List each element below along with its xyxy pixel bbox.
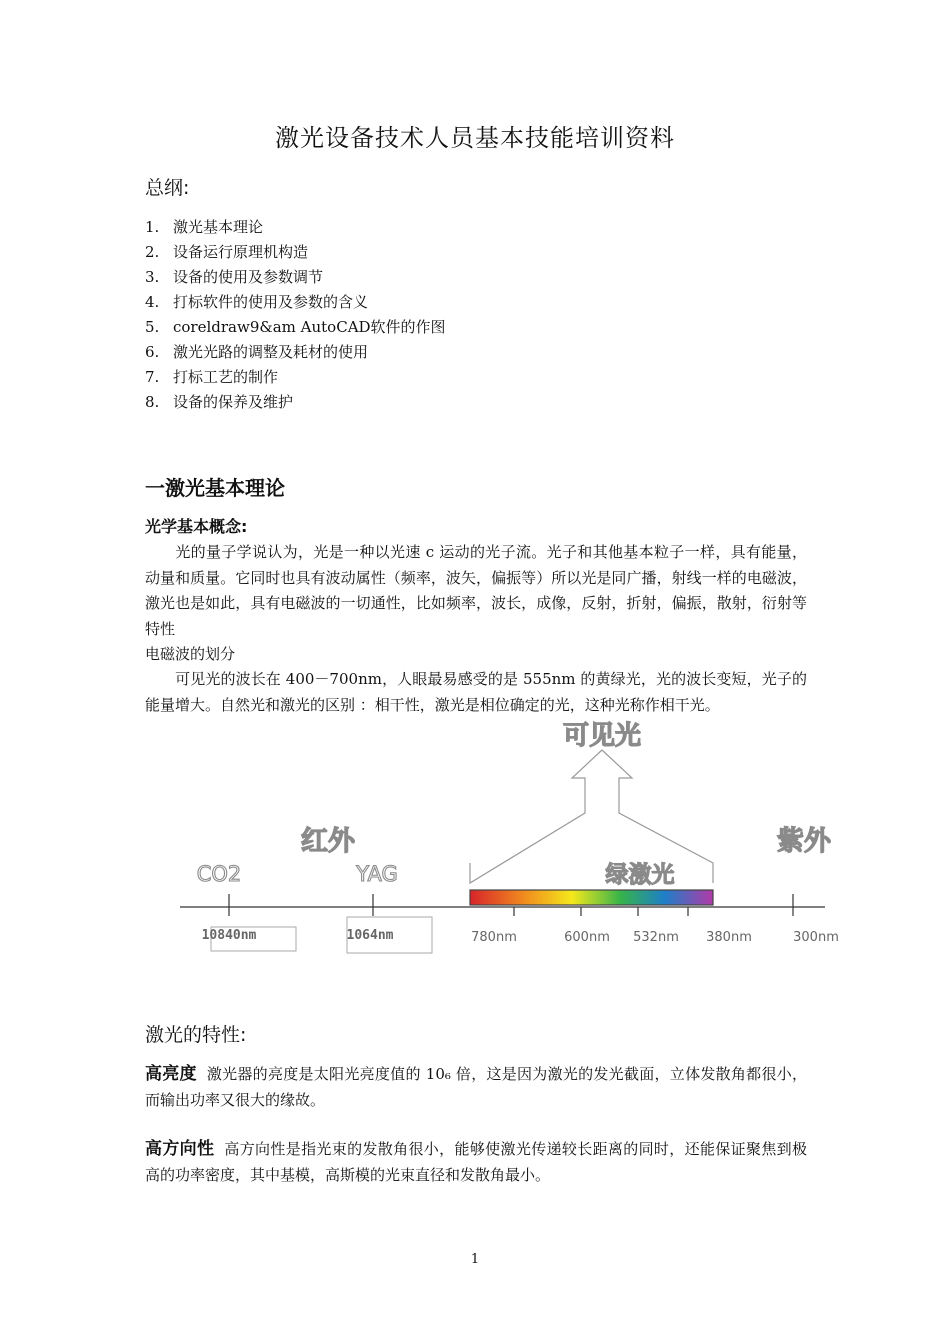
subsection-heading: 光学基本概念: (145, 517, 248, 536)
tick-label-532: 532nm (633, 930, 679, 945)
green-laser-label: 绿激光 (605, 862, 675, 888)
yag-label: YAG (356, 862, 398, 886)
spectrum-diagram (170, 718, 850, 968)
section-heading: 一激光基本理论 (145, 476, 285, 500)
feature-high-directivity (145, 1137, 807, 1188)
visible-light-label: 可见光 (562, 721, 642, 751)
list-item: 5. coreldraw9&am AutoCAD软件的作图 (145, 318, 446, 336)
list-item: 3. 设备的使用及参数调节 (145, 268, 324, 286)
list-item: 8. 设备的保养及维护 (145, 393, 294, 411)
paragraph-em-division: 电磁波的划分 (145, 645, 236, 663)
paragraph-quantum: 光的量子学说认为，光是一种以光速 c 运动的光子流。光子和其他基本粒子一样，具有能量，动量和质量。它同时也具有波动属性（频率，波矢，偏振等）所以光是同广播，射线一样的电磁波，激光也是如此，具有电磁波的一切通性，比如频率，波长，成像，反射，折射，偏振，散射，衍射等特性 (145, 543, 807, 638)
outline-heading: 总纲: (145, 177, 190, 199)
feature-label: 高亮度 (145, 1064, 197, 1084)
list-item: 7. 打标工艺的制作 (145, 368, 279, 386)
feature-label: 高方向性 (145, 1139, 215, 1159)
list-item: 1. 激光基本理论 (145, 218, 264, 236)
feature-text: 高方向性是指光束的发散角很小，能够使激光传递较长距离的同时，还能保证聚焦到极高的功率密度，其中基模，高斯模的光束直径和发散角最小。 (145, 1140, 807, 1184)
properties-heading: 激光的特性: (145, 1024, 247, 1046)
list-item: 6. 激光光路的调整及耗材的使用 (145, 343, 369, 361)
visible-arrow-outline (470, 750, 713, 883)
tick-label-780: 780nm (471, 930, 517, 945)
feature-high-brightness (145, 1062, 807, 1113)
tick-label-10840: 10840nm (201, 928, 257, 943)
tick-label-600: 600nm (564, 930, 610, 945)
tick-label-1064: 1064nm (346, 928, 394, 943)
list-item: 2. 设备运行原理机构造 (145, 243, 309, 261)
co2-label: CO2 (196, 862, 242, 886)
outline-list (145, 217, 446, 417)
document-title: 激光设备技术人员基本技能培训资料 (275, 124, 675, 152)
infrared-label: 红外 (301, 826, 355, 857)
paragraph-visible-light: 可见光的波长在 400－700nm，人眼最易感受的是 555nm 的黄绿光，光的波长变短，光子的能量增大。自然光和激光的区别 ：相干性，激光是相位确定的光，这种光称作相干光。 (145, 670, 807, 714)
page-number: 1 (470, 1252, 480, 1267)
tick-label-300: 300nm (793, 930, 839, 945)
ultraviolet-label: 紫外 (777, 826, 831, 857)
feature-text: 激光器的亮度是太阳光亮度值的 10₆ 倍，这是因为激光的发光截面，立体发散角都很小，而输出功率又很大的缘故。 (145, 1065, 808, 1109)
tick-label-380: 380nm (706, 930, 752, 945)
list-item: 4. 打标软件的使用及参数的含义 (145, 293, 369, 311)
visible-spectrum-band (470, 890, 713, 905)
